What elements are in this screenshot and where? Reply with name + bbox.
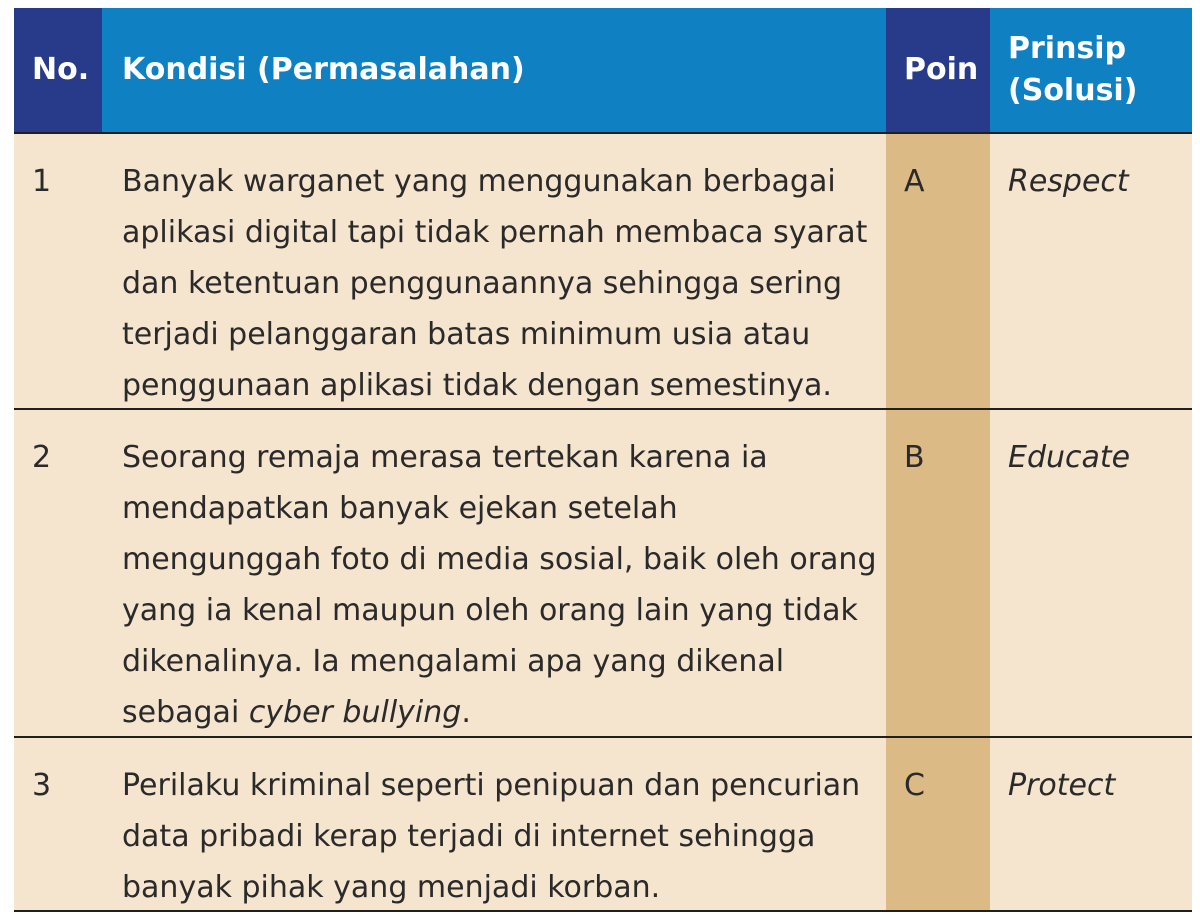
row-kondisi (102, 410, 886, 736)
row-kondisi-end: . (461, 695, 471, 730)
row-poin: B (886, 410, 990, 736)
row-prinsip: Respect (990, 134, 1192, 408)
row-number: 2 (14, 410, 102, 736)
table-header (14, 8, 1192, 134)
row-number: 1 (14, 134, 102, 408)
row-kondisi-main: Seorang remaja merasa tertekan karena ia mendapatkan banyak ejekan setelah mengunggah foto di media sosial, baik oleh orang yang ia kenal maupun oleh orang lain yang tidak dikenalinya. Ia mengalami apa yang dikenal sebagai (122, 440, 877, 730)
row-poin: A (886, 134, 990, 408)
header-prinsip-line1: Prinsip (1008, 31, 1127, 66)
header-kondisi: Kondisi (Permasalahan) (102, 8, 886, 132)
row-kondisi: Perilaku kriminal seperti penipuan dan pencurian data pribadi kerap terjadi di internet sehingga banyak pihak yang menjadi korban. (102, 738, 886, 910)
row-prinsip: Protect (990, 738, 1192, 910)
header-no: No. (14, 8, 102, 132)
row-poin: C (886, 738, 990, 910)
table-row (14, 134, 1192, 410)
row-prinsip: Educate (990, 410, 1192, 736)
header-prinsip-line2: (Solusi) (1008, 73, 1138, 108)
table-row (14, 410, 1192, 738)
table-row (14, 738, 1192, 912)
row-kondisi-term: cyber bullying (248, 695, 462, 730)
header-prinsip (990, 8, 1192, 132)
principles-table (14, 8, 1192, 912)
header-poin: Poin (886, 8, 990, 132)
row-kondisi: Banyak warganet yang menggunakan berbagai aplikasi digital tapi tidak pernah membaca syarat dan ketentuan penggunaannya sehingga sering terjadi pelanggaran batas minimum usia atau penggunaan aplikasi tidak dengan semestinya. (102, 134, 886, 408)
row-number: 3 (14, 738, 102, 910)
